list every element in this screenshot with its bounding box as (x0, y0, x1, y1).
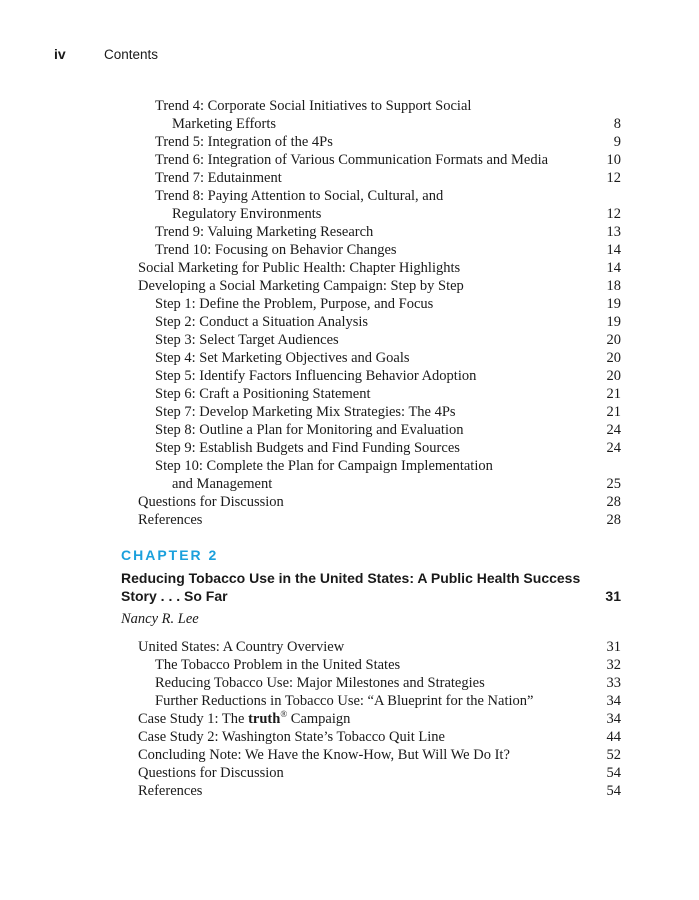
chapter-author: Nancy R. Lee (121, 611, 199, 627)
toc-entry-page: 20 (606, 332, 621, 348)
toc-list-chapter-2 (0, 638, 699, 800)
toc-entry (0, 223, 699, 241)
toc-entry-title: Trend 9: Valuing Marketing Research (155, 224, 374, 240)
toc-list-before-chapter (0, 97, 699, 529)
toc-entry-page: 20 (606, 350, 621, 366)
toc-entry-page: 31 (606, 639, 621, 655)
toc-entry-title: Trend 4: Corporate Social Initiatives to Support Social (155, 98, 472, 114)
toc-entry-page: 24 (606, 440, 621, 456)
toc-entry-page: 12 (606, 206, 621, 222)
toc-entry-page: 28 (606, 512, 621, 528)
toc-entry (0, 133, 699, 151)
toc-entry-page: 13 (606, 224, 621, 240)
toc-entry-page: 19 (606, 296, 621, 312)
toc-entry-page: 12 (606, 170, 621, 186)
toc-entry (0, 656, 699, 674)
toc-entry (0, 692, 699, 710)
running-title: Contents (104, 47, 159, 62)
toc-entry-title: Step 3: Select Target Audiences (155, 332, 339, 348)
toc-entry (0, 97, 699, 115)
chapter-title-line-2-text: Story . . . So Far (121, 588, 228, 604)
toc-entry (0, 115, 699, 133)
toc-entry (0, 313, 699, 331)
toc-entry-page: 32 (606, 657, 621, 673)
toc-entry-page: 9 (613, 134, 621, 150)
toc-entry (0, 367, 699, 385)
toc-entry-page: 34 (606, 711, 621, 727)
toc-entry-title: Reducing Tobacco Use: Major Milestones and Strategies (155, 675, 485, 691)
toc-entry (0, 259, 699, 277)
toc-entry-title: Questions for Discussion (138, 494, 284, 510)
toc-entry-page: 54 (606, 765, 621, 781)
toc-entry (0, 746, 699, 764)
toc-entry (0, 241, 699, 259)
toc-entry (0, 205, 699, 223)
toc-entry-title: Step 8: Outline a Plan for Monitoring and Evaluation (155, 422, 464, 438)
toc-entry-title-post: Campaign (287, 711, 351, 727)
toc-entry (0, 295, 699, 313)
chapter-label: CHAPTER 2 (121, 547, 219, 563)
toc-entry-title: Trend 5: Integration of the 4Ps (155, 134, 333, 150)
toc-entry-title: The Tobacco Problem in the United States (155, 657, 401, 673)
toc-entry-title: Step 6: Craft a Positioning Statement (155, 386, 371, 402)
toc-entry-page: 21 (606, 386, 621, 402)
toc-entry-page: 24 (606, 422, 621, 438)
toc-entry-title-pre: Case Study 1: The (138, 711, 249, 727)
toc-entry-page: 21 (606, 404, 621, 420)
toc-entry-page: 19 (606, 314, 621, 330)
toc-entry-page: 8 (613, 116, 621, 132)
chapter-page: 31 (605, 588, 621, 604)
toc-entry-page: 28 (606, 494, 621, 510)
toc-entry-page: 10 (606, 152, 621, 168)
toc-entry-title: Case Study 2: Washington State’s Tobacco Quit Line (138, 729, 445, 745)
toc-entry-title: Questions for Discussion (138, 765, 284, 781)
toc-entry (0, 385, 699, 403)
toc-entry-title: Step 9: Establish Budgets and Find Funding Sources (155, 440, 460, 456)
page-number: iv (54, 46, 66, 62)
toc-entry-title: Step 4: Set Marketing Objectives and Goals (155, 350, 410, 366)
toc-entry (0, 764, 699, 782)
toc-entry-title: Trend 10: Focusing on Behavior Changes (155, 242, 397, 258)
toc-entry-page: 14 (606, 260, 621, 276)
toc-entry-title: Social Marketing for Public Health: Chapter Highlights (138, 260, 461, 276)
toc-entry (0, 403, 699, 421)
toc-entry (0, 421, 699, 439)
toc-entry-title: Step 5: Identify Factors Influencing Behavior Adoption (155, 368, 477, 384)
toc-entry-page: 14 (606, 242, 621, 258)
toc-entry-page: 34 (606, 693, 621, 709)
toc-entry-title (138, 710, 350, 728)
chapter-title-line-1: Reducing Tobacco Use in the United States: A Public Health Success (121, 570, 581, 586)
toc-entry-page: 52 (606, 747, 621, 763)
toc-entry-title: Further Reductions in Tobacco Use: “A Blueprint for the Nation” (155, 693, 534, 709)
toc-entry-page: 18 (606, 278, 621, 294)
toc-entry-title: Step 7: Develop Marketing Mix Strategies: The 4Ps (155, 404, 456, 420)
toc-entry (0, 187, 699, 205)
toc-entry (0, 638, 699, 656)
toc-entry (0, 169, 699, 187)
toc-entry-title: Concluding Note: We Have the Know-How, But Will We Do It? (138, 747, 510, 763)
chapter-title-line-2 (121, 587, 621, 605)
toc-entry (0, 511, 699, 529)
toc-entry-title: Step 1: Define the Problem, Purpose, and Focus (155, 296, 434, 312)
toc-entry-title: References (138, 512, 203, 528)
toc-entry (0, 457, 699, 475)
toc-entry (0, 439, 699, 457)
toc-entry (0, 151, 699, 169)
toc-entry (0, 493, 699, 511)
truth-brand-name: truth (248, 711, 281, 727)
toc-entry-page: 54 (606, 783, 621, 799)
toc-entry-title: Marketing Efforts (172, 116, 277, 132)
registered-mark: ® (280, 709, 288, 720)
toc-entry-title: and Management (172, 476, 273, 492)
toc-entry (0, 710, 699, 728)
toc-entry-title: Trend 7: Edutainment (155, 170, 282, 186)
toc-entry (0, 475, 699, 493)
toc-entry-title: United States: A Country Overview (138, 639, 345, 655)
toc-entry-title: References (138, 783, 203, 799)
toc-entry-page: 25 (606, 476, 621, 492)
toc-entry (0, 349, 699, 367)
toc-entry-title: Step 2: Conduct a Situation Analysis (155, 314, 369, 330)
toc-entry-title: Trend 8: Paying Attention to Social, Cultural, and (155, 188, 444, 204)
toc-entry (0, 728, 699, 746)
toc-entry-title: Step 10: Complete the Plan for Campaign Implementation (155, 458, 493, 474)
toc-entry (0, 277, 699, 295)
toc-entry (0, 674, 699, 692)
toc-entry-title: Developing a Social Marketing Campaign: Step by Step (138, 278, 464, 294)
toc-entry-page: 44 (606, 729, 621, 745)
toc-entry (0, 331, 699, 349)
toc-entry-title: Regulatory Environments (172, 206, 322, 222)
chapter-title (121, 569, 621, 605)
toc-entry (0, 782, 699, 800)
toc-entry-page: 33 (606, 675, 621, 691)
toc-entry-title: Trend 6: Integration of Various Communication Formats and Media (155, 152, 549, 168)
toc-entry-page: 20 (606, 368, 621, 384)
